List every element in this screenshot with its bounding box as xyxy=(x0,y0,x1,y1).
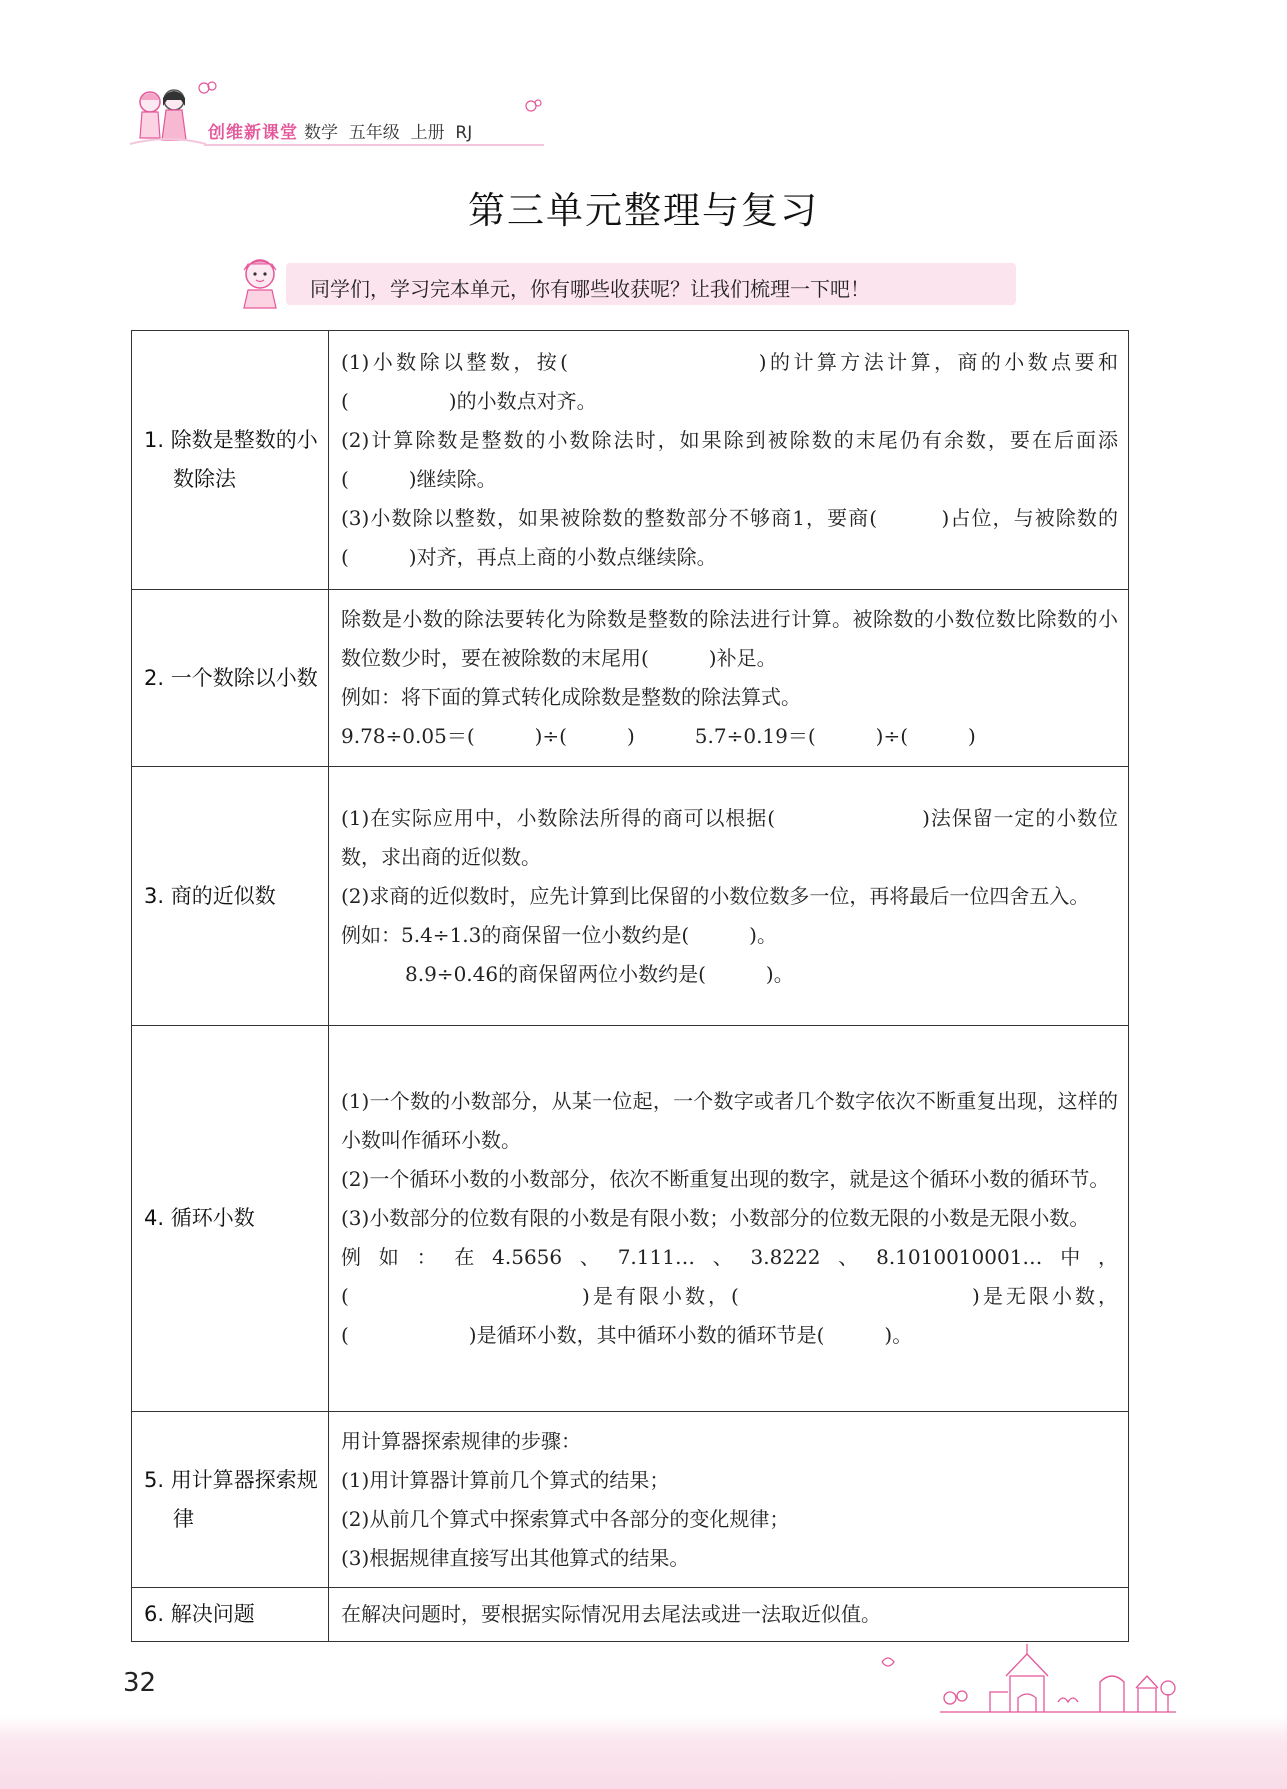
content-paragraph: (1)小数除以整数，按( )的计算方法计算，商的小数点要和( )的小数点对齐。 xyxy=(341,350,1118,413)
topic-label: 2. 一个数除以小数 xyxy=(144,665,318,690)
girl-avatar-icon xyxy=(232,252,288,310)
topic-label: 3. 商的近似数 xyxy=(144,883,276,908)
review-table xyxy=(131,330,1129,1642)
castle-illustration-icon xyxy=(880,1640,1180,1720)
content-paragraph: 例如：将下面的算式转化成除数是整数的除法算式。 xyxy=(341,685,801,709)
content-paragraph: (1)一个数的小数部分，从某一位起，一个数字或者几个数字依次不断重复出现，这样的小数叫作循环小数。 xyxy=(341,1089,1118,1152)
table-row xyxy=(132,1026,1129,1412)
topic-cell xyxy=(132,767,329,1026)
content-cell xyxy=(329,1588,1129,1642)
content-paragraph: 例如：在4.5656、7.111…、3.8222、8.1010010001…中，( )是有限小数，( )是无限小数，( )是循环小数，其中循环小数的循环节是( )。 xyxy=(341,1245,1118,1347)
topic-label: 6. 解决问题 xyxy=(144,1602,255,1626)
page-title: 第三单元整理与复习 xyxy=(468,189,819,232)
content-paragraph: (3)根据规律直接写出其他算式的结果。 xyxy=(341,1545,690,1570)
topic-cell xyxy=(132,590,329,767)
intro-banner xyxy=(232,258,1022,306)
content-paragraph: 用计算器探索规律的步骤： xyxy=(341,1428,581,1453)
topic-cell xyxy=(132,331,329,590)
topic-cell xyxy=(132,1026,329,1412)
topic-cell xyxy=(132,1412,329,1588)
content-paragraph: (2)求商的近似数时，应先计算到比保留的小数位数多一位，再将最后一位四舍五入。 xyxy=(341,883,1090,908)
content-cell xyxy=(329,1412,1129,1588)
intro-text: 同学们，学习完本单元，你有哪些收获呢？让我们梳理一下吧！ xyxy=(310,277,870,301)
content-paragraph: (2)一个循环小数的小数部分，依次不断重复出现的数字，就是这个循环小数的循环节。 xyxy=(341,1167,1110,1191)
topic-label: 5. 用计算器探索规律 xyxy=(144,1467,318,1531)
content-paragraph: 9.78÷0.05＝( )÷( ) 5.7÷0.19＝( )÷( ) xyxy=(341,724,976,748)
content-cell xyxy=(329,590,1129,767)
content-paragraph: (2)从前几个算式中探索算式中各部分的变化规律； xyxy=(341,1506,790,1531)
table-row xyxy=(132,767,1129,1026)
flower-icon xyxy=(522,96,546,116)
intro-banner-box xyxy=(286,263,1016,305)
brand-name: 创维新课堂 xyxy=(208,123,298,143)
table-row xyxy=(132,1588,1129,1642)
content-cell xyxy=(329,767,1129,1026)
content-paragraph: (3)小数除以整数，如果被除数的整数部分不够商1，要商( )占位，与被除数的( )对齐，再点上商的小数点继续除。 xyxy=(341,506,1118,569)
content-paragraph: 8.9÷0.46的商保留两位小数约是( )。 xyxy=(405,961,794,986)
content-paragraph: (3)小数部分的位数有限的小数是有限小数；小数部分的位数无限的小数是无限小数。 xyxy=(341,1206,1090,1230)
content-paragraph: 除数是小数的除法要转化为除数是整数的除法进行计算。被除数的小数位数比除数的小数位数少时，要在被除数的末尾用( )补足。 xyxy=(341,607,1118,670)
header-divider xyxy=(204,144,544,146)
footer-band xyxy=(0,1716,1287,1789)
book-subject: 数学 五年级 上册 RJ xyxy=(304,123,473,143)
content-paragraph: 在解决问题时，要根据实际情况用去尾法或进一法取近似值。 xyxy=(341,1602,881,1626)
content-cell xyxy=(329,331,1129,590)
content-cell xyxy=(329,1026,1129,1412)
content-paragraph: (2)计算除数是整数的小数除法时，如果除到被除数的末尾仍有余数，要在后面添( )继续除。 xyxy=(341,428,1118,491)
table-row xyxy=(132,331,1129,590)
content-paragraph: (1)用计算器计算前几个算式的结果； xyxy=(341,1467,670,1492)
page-number: 32 xyxy=(123,1668,157,1698)
table-row xyxy=(132,1412,1129,1588)
flower-icon xyxy=(196,78,220,98)
topic-label: 1. 除数是整数的小数除法 xyxy=(144,428,318,491)
topic-cell xyxy=(132,1588,329,1642)
content-paragraph: (1)在实际应用中，小数除法所得的商可以根据( )法保留一定的小数位数，求出商的近似数。 xyxy=(341,805,1118,869)
topic-label: 4. 循环小数 xyxy=(144,1206,255,1230)
table-row xyxy=(132,590,1129,767)
content-paragraph: 例如：5.4÷1.3的商保留一位小数约是( )。 xyxy=(341,922,777,947)
